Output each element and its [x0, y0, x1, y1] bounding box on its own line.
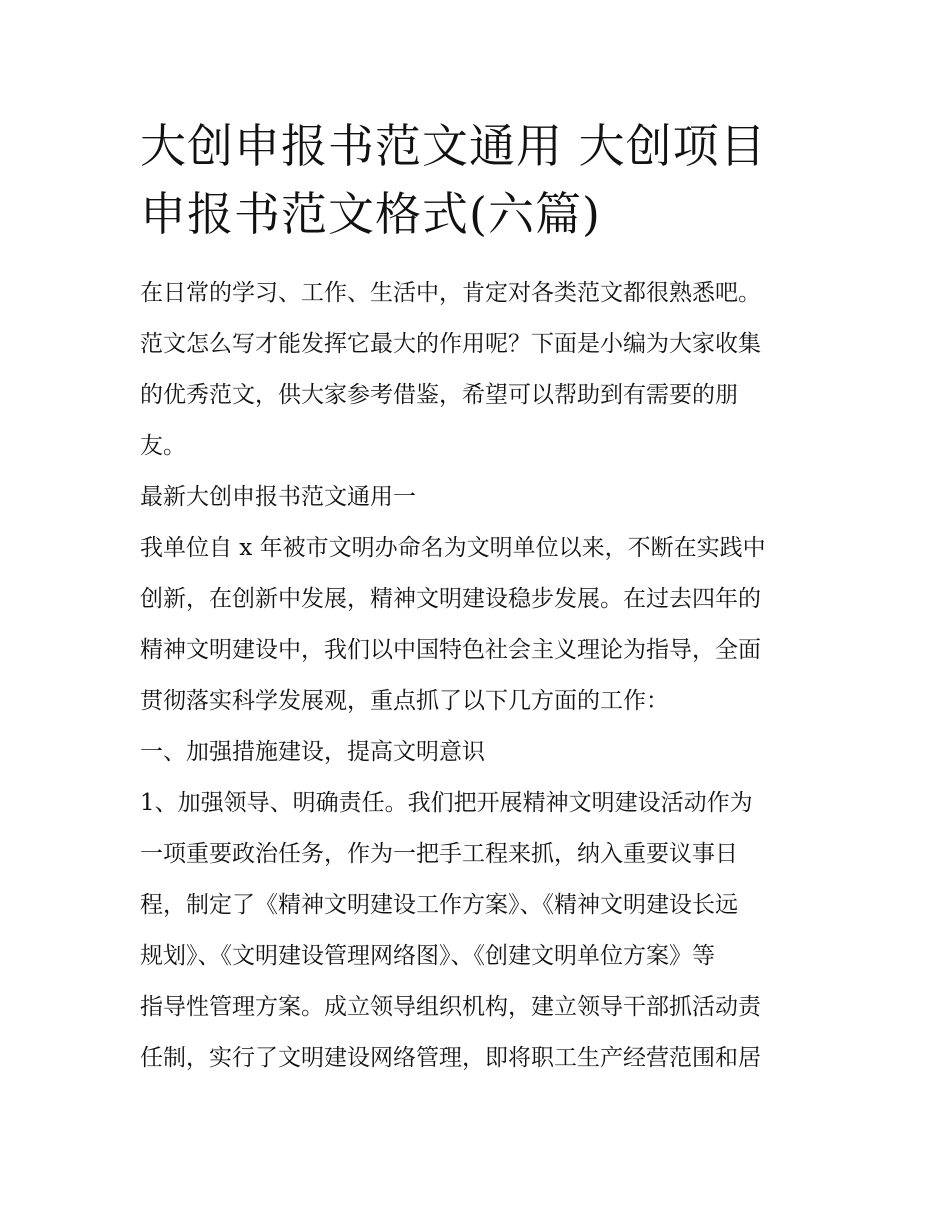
- text-line: 的优秀范文，供大家参考借鉴，希望可以帮助到有需要的朋: [140, 382, 738, 408]
- title-line-1: 大创申报书范文通用 大创项目: [140, 119, 767, 173]
- text-line: 一项重要政治任务，作为一把手工程来抓，纳入重要议事日: [140, 841, 738, 867]
- subsection-heading: [140, 727, 812, 778]
- text-line: 友。: [140, 433, 186, 459]
- body-paragraph: [140, 778, 812, 1084]
- body-paragraph: [140, 523, 812, 727]
- text-line: 最新大创申报书范文通用一: [140, 484, 416, 510]
- text-line: 规划》、《文明建设管理网络图》、《创建文明单位方案》等: [140, 943, 715, 969]
- text-line: 程，制定了《精神文明建设工作方案》、《精神文明建设长远: [140, 892, 738, 918]
- text-line: 精神文明建设中，我们以中国特色社会主义理论为指导，全面: [140, 637, 761, 663]
- text-line: 在日常的学习、工作、生活中，肯定对各类范文都很熟悉吧。: [140, 280, 761, 306]
- title-line-2: 申报书范文格式(六篇): [140, 187, 601, 241]
- document-content: [140, 112, 812, 1084]
- text-line: 任制，实行了文明建设网络管理，即将职工生产经营范围和居: [140, 1045, 761, 1071]
- section-heading: [140, 472, 812, 523]
- text-line: 一、加强措施建设，提高文明意识: [140, 739, 485, 765]
- document-title: [140, 112, 812, 248]
- text-line: 1、加强领导、明确责任。我们把开展精神文明建设活动作为: [140, 790, 753, 816]
- text-line: 创新，在创新中发展，精神文明建设稳步发展。在过去四年的: [140, 586, 761, 612]
- text-line: 我单位自 x 年被市文明办命名为文明单位以来，不断在实践中: [140, 535, 766, 561]
- intro-paragraph: [140, 268, 812, 472]
- text-line: 指导性管理方案。成立领导组织机构，建立领导干部抓活动责: [140, 994, 761, 1020]
- text-line: 范文怎么写才能发挥它最大的作用呢？下面是小编为大家收集: [140, 331, 761, 357]
- text-line: 贯彻落实科学发展观，重点抓了以下几方面的工作：: [140, 688, 669, 714]
